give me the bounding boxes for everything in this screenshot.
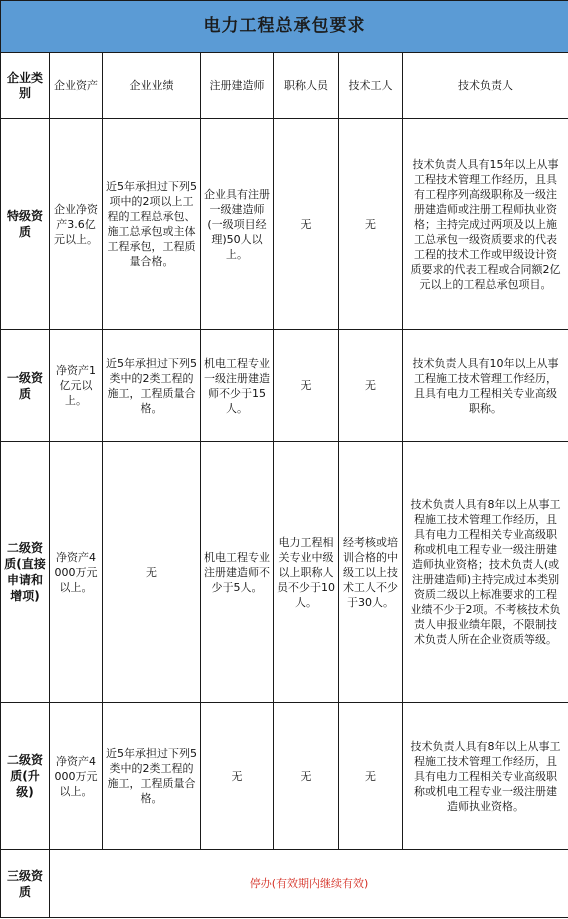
row-workers: 经考核或培训合格的中级工以上技术工人不少于30人。 [339,442,403,703]
row-category: 二级资质(直接申请和增项) [1,442,50,703]
row-assets: 净资产1亿元以上。 [50,330,103,442]
header-workers: 技术工人 [339,53,403,119]
header-tech-lead: 技术负责人 [403,53,568,119]
row-performance: 近5年承担过下列5类中的2类工程的施工，工程质量合格。 [103,703,201,850]
row-tech-lead: 技术负责人具有8年以上从事工程施工技术管理工作经历，且具有电力工程相关专业高级职称或机电工程专业一级注册建造师执业资格。 [403,703,568,850]
row-titled-staff: 无 [274,330,339,442]
row-workers: 无 [339,119,403,330]
table-row [1,850,568,918]
row-workers: 无 [339,703,403,850]
row-tech-lead: 技术负责人具有15年以上从事工程技术管理工作经历，且具有工程序列高级职称及一级注册建造师或注册工程师执业资格；主持完成过两项及以上施工总承包一级资质要求的代表工程的技术工作或甲级设计资质要求的代表工程或合同额2亿元以上的工程总承包项目。 [403,119,568,330]
row-titled-staff: 电力工程相关专业中级以上职称人员不少于10人。 [274,442,339,703]
row-category: 一级资质 [1,330,50,442]
row-assets: 企业净资产3.6亿元以上。 [50,119,103,330]
row-tech-lead: 技术负责人具有8年以上从事工程施工技术管理工作经历，且具有电力工程相关专业高级职称或机电工程专业一级注册建造师执业资格；技术负责人(或注册建造师)主持完成过本类别资质二级以上标准要求的工程业绩不少于2项。不考核技术负责人申报业绩年限，不限制技术负责人所在企业资质等级。 [403,442,568,703]
row-assets: 净资产4000万元以上。 [50,442,103,703]
header-performance: 企业业绩 [103,53,201,119]
table-row [1,703,568,850]
header-row [1,53,568,119]
row-performance: 近5年承担过下列5类中的2类工程的施工，工程质量合格。 [103,330,201,442]
row-tech-lead: 技术负责人具有10年以上从事工程施工技术管理工作经历，且具有电力工程相关专业高级职称。 [403,330,568,442]
table-row [1,442,568,703]
header-titled-staff: 职称人员 [274,53,339,119]
row-performance: 近5年承担过下列5项中的2项以上工程的工程总承包、施工总承包或主体工程承包，工程质量合格。 [103,119,201,330]
row-engineers: 无 [201,703,274,850]
row-category: 特级资质 [1,119,50,330]
table-row [1,330,568,442]
row-engineers: 企业具有注册一级建造师(一级项目经理)50人以上。 [201,119,274,330]
table-row [1,119,568,330]
row-titled-staff: 无 [274,703,339,850]
row-assets: 净资产4000万元以上。 [50,703,103,850]
level3-note: 停办(有效期内继续有效) [50,850,568,918]
row-category: 二级资质(升级) [1,703,50,850]
table-title: 电力工程总承包要求 [1,1,568,53]
header-category: 企业类别 [1,53,50,119]
row-engineers: 机电工程专业一级注册建造师不少于15人。 [201,330,274,442]
row-titled-staff: 无 [274,119,339,330]
row-performance: 无 [103,442,201,703]
row-engineers: 机电工程专业注册建造师不少于5人。 [201,442,274,703]
row-category: 三级资质 [1,850,50,918]
row-workers: 无 [339,330,403,442]
header-engineers: 注册建造师 [201,53,274,119]
header-assets: 企业资产 [50,53,103,119]
